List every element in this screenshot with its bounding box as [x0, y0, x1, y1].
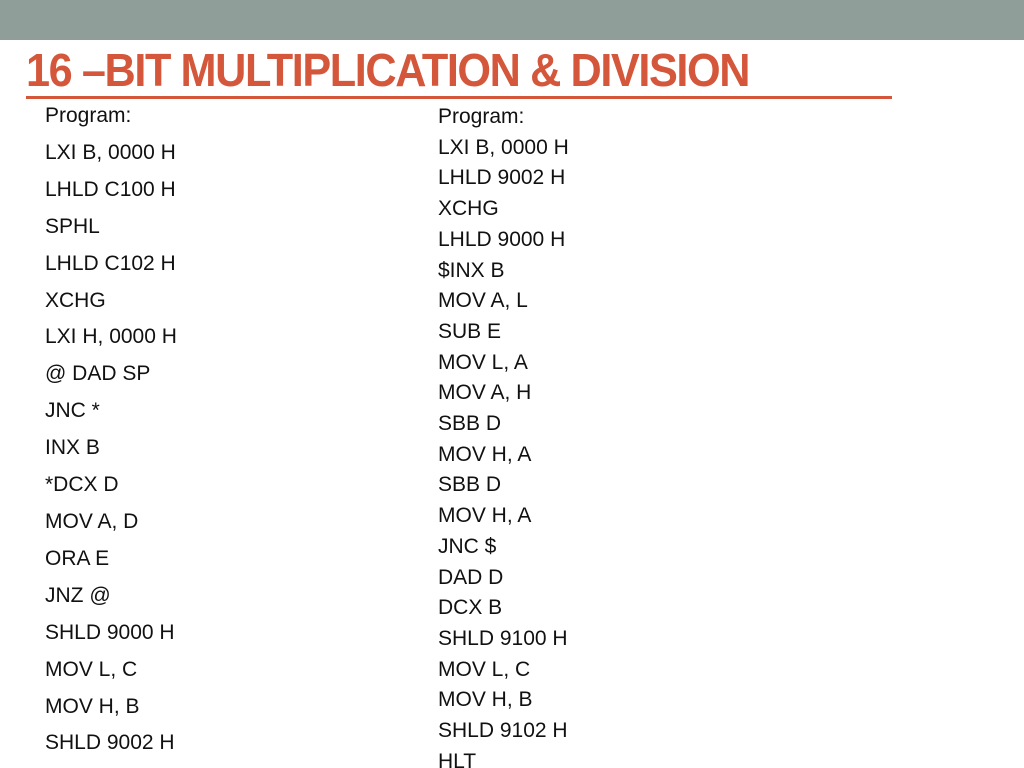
code-line: Program:: [45, 104, 132, 127]
code-line: SHLD 9102 H: [438, 719, 568, 743]
code-line: MOV A, D: [45, 509, 139, 533]
code-line: JNZ @: [45, 583, 111, 607]
code-line: MOV H, A: [438, 504, 532, 528]
code-line: MOV L, A: [438, 350, 528, 374]
code-line: SBB D: [438, 473, 502, 497]
code-line: JNC $: [438, 534, 497, 558]
code-line: SHLD 9002 H: [45, 731, 175, 755]
division-program: [438, 102, 569, 768]
code-line: SHLD 9000 H: [45, 620, 175, 644]
code-line: LXI B, 0000 H: [45, 140, 176, 164]
code-line: MOV H, A: [438, 442, 532, 466]
code-line: MOV L, C: [438, 657, 531, 681]
code-line: SHLD 9100 H: [438, 626, 568, 650]
code-line: MOV H, B: [45, 694, 140, 718]
code-line: SUB E: [438, 319, 502, 343]
code-line: HLT: [438, 749, 477, 768]
code-line: XCHG: [45, 288, 106, 312]
code-line: SPHL: [45, 214, 100, 238]
code-line: ORA E: [45, 546, 110, 570]
code-line: DCX B: [438, 596, 503, 620]
code-line: MOV A, H: [438, 381, 532, 405]
code-line: *DCX D: [45, 473, 119, 497]
code-line: LHLD 9002 H: [438, 166, 566, 190]
code-line: MOV A, L: [438, 289, 528, 313]
code-line: XCHG: [438, 197, 499, 221]
code-line: Program:: [438, 105, 525, 128]
code-line: LHLD C102 H: [45, 251, 176, 275]
code-line: $INX B: [438, 258, 505, 282]
code-line: LXI H, 0000 H: [45, 325, 177, 349]
code-line: SBB D: [438, 412, 502, 436]
code-line: DAD D: [438, 565, 504, 589]
code-line: LHLD C100 H: [45, 177, 176, 201]
code-line: MOV L, C: [45, 657, 138, 681]
multiplication-program: [45, 98, 177, 762]
code-line: LHLD 9000 H: [438, 227, 566, 251]
code-line: INX B: [45, 436, 100, 460]
code-line: MOV H, B: [438, 688, 533, 712]
header-bar: [0, 0, 1024, 40]
code-line: LXI B, 0000 H: [438, 135, 569, 159]
code-line: JNC *: [45, 399, 100, 423]
slide-title: 16 –BIT MULTIPLICATION & DIVISION: [26, 44, 750, 96]
code-line: @ DAD SP: [45, 362, 151, 386]
